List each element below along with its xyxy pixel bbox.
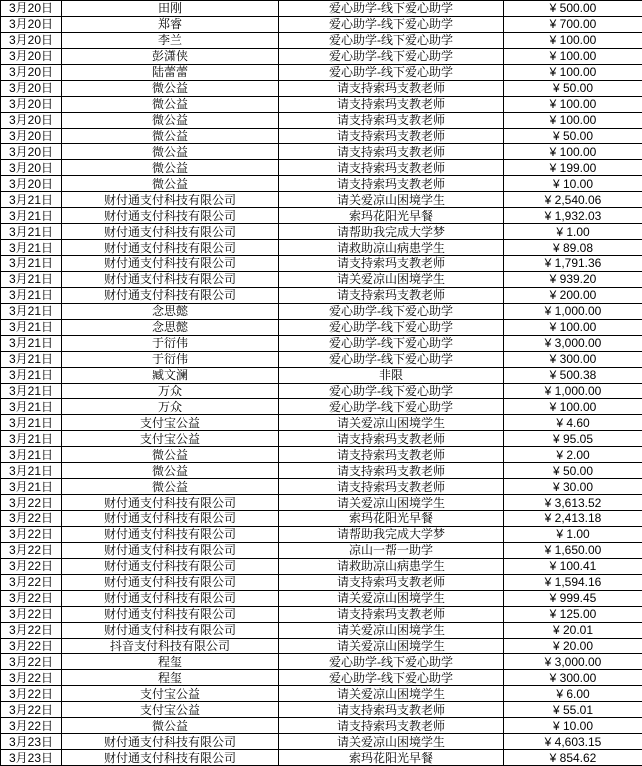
amount-cell: ¥ 100.00 xyxy=(504,32,642,48)
amount-cell: ¥ 95.05 xyxy=(504,431,642,447)
project-cell: 索玛花阳光早餐 xyxy=(279,750,504,766)
table-row xyxy=(1,431,642,447)
project-cell: 爱心助学-线下爱心助学 xyxy=(279,32,504,48)
amount-cell: ¥ 4.60 xyxy=(504,415,642,431)
amount-cell: ¥ 100.41 xyxy=(504,558,642,574)
donor-cell: 程玺 xyxy=(62,654,279,670)
amount-cell: ¥ 300.00 xyxy=(504,351,642,367)
donor-cell: 财付通支付科技有限公司 xyxy=(62,240,279,256)
donor-cell: 微公益 xyxy=(62,112,279,128)
date-cell: 3月21日 xyxy=(1,463,62,479)
table-row xyxy=(1,160,642,176)
date-cell: 3月21日 xyxy=(1,208,62,224)
project-cell: 请支持索玛支教老师 xyxy=(279,702,504,718)
amount-cell: ¥ 50.00 xyxy=(504,128,642,144)
donor-cell: 财付通支付科技有限公司 xyxy=(62,558,279,574)
amount-cell: ¥ 100.00 xyxy=(504,112,642,128)
date-cell: 3月21日 xyxy=(1,479,62,495)
amount-cell: ¥ 1,000.00 xyxy=(504,383,642,399)
date-cell: 3月22日 xyxy=(1,654,62,670)
date-cell: 3月20日 xyxy=(1,144,62,160)
table-row xyxy=(1,558,642,574)
date-cell: 3月21日 xyxy=(1,319,62,335)
table-row xyxy=(1,144,642,160)
donor-cell: 微公益 xyxy=(62,160,279,176)
donor-cell: 万众 xyxy=(62,383,279,399)
date-cell: 3月20日 xyxy=(1,64,62,80)
table-row xyxy=(1,479,642,495)
project-cell: 请支持索玛支教老师 xyxy=(279,128,504,144)
table-row xyxy=(1,224,642,240)
amount-cell: ¥ 300.00 xyxy=(504,670,642,686)
table-row xyxy=(1,686,642,702)
donor-cell: 抖音支付科技有限公司 xyxy=(62,638,279,654)
date-cell: 3月21日 xyxy=(1,303,62,319)
date-cell: 3月20日 xyxy=(1,32,62,48)
date-cell: 3月21日 xyxy=(1,287,62,303)
donor-cell: 臧文澜 xyxy=(62,367,279,383)
amount-cell: ¥ 500.38 xyxy=(504,367,642,383)
project-cell: 请关爱凉山困境学生 xyxy=(279,734,504,750)
project-cell: 请帮助我完成大学梦 xyxy=(279,526,504,542)
date-cell: 3月22日 xyxy=(1,495,62,511)
table-row xyxy=(1,64,642,80)
table-row xyxy=(1,256,642,272)
amount-cell: ¥ 100.00 xyxy=(504,96,642,112)
project-cell: 请关爱凉山困境学生 xyxy=(279,622,504,638)
project-cell: 请支持索玛支教老师 xyxy=(279,606,504,622)
date-cell: 3月21日 xyxy=(1,192,62,208)
date-cell: 3月20日 xyxy=(1,128,62,144)
table-row xyxy=(1,287,642,303)
date-cell: 3月21日 xyxy=(1,431,62,447)
date-cell: 3月21日 xyxy=(1,383,62,399)
project-cell: 爱心助学-线下爱心助学 xyxy=(279,383,504,399)
date-cell: 3月22日 xyxy=(1,702,62,718)
donor-cell: 财付通支付科技有限公司 xyxy=(62,271,279,287)
table-row xyxy=(1,351,642,367)
date-cell: 3月22日 xyxy=(1,526,62,542)
donor-cell: 于衍伟 xyxy=(62,335,279,351)
project-cell: 爱心助学-线下爱心助学 xyxy=(279,335,504,351)
donor-cell: 微公益 xyxy=(62,447,279,463)
project-cell: 凉山一帮一助学 xyxy=(279,542,504,558)
date-cell: 3月21日 xyxy=(1,256,62,272)
donor-cell: 财付通支付科技有限公司 xyxy=(62,287,279,303)
table-row xyxy=(1,590,642,606)
donor-cell: 陆蕾蕾 xyxy=(62,64,279,80)
donor-cell: 财付通支付科技有限公司 xyxy=(62,542,279,558)
project-cell: 请关爱凉山困境学生 xyxy=(279,192,504,208)
table-row xyxy=(1,319,642,335)
amount-cell: ¥ 2,413.18 xyxy=(504,511,642,527)
table-row xyxy=(1,511,642,527)
amount-cell: ¥ 700.00 xyxy=(504,16,642,32)
amount-cell: ¥ 20.01 xyxy=(504,622,642,638)
donor-cell: 微公益 xyxy=(62,463,279,479)
date-cell: 3月23日 xyxy=(1,750,62,766)
donor-cell: 念思懿 xyxy=(62,319,279,335)
donor-cell: 微公益 xyxy=(62,96,279,112)
date-cell: 3月22日 xyxy=(1,718,62,734)
project-cell: 爱心助学-线下爱心助学 xyxy=(279,48,504,64)
amount-cell: ¥ 1,791.36 xyxy=(504,256,642,272)
date-cell: 3月20日 xyxy=(1,176,62,192)
project-cell: 请支持索玛支教老师 xyxy=(279,447,504,463)
amount-cell: ¥ 1,000.00 xyxy=(504,303,642,319)
amount-cell: ¥ 854.62 xyxy=(504,750,642,766)
donor-cell: 支付宝公益 xyxy=(62,686,279,702)
date-cell: 3月21日 xyxy=(1,351,62,367)
project-cell: 请支持索玛支教老师 xyxy=(279,574,504,590)
amount-cell: ¥ 50.00 xyxy=(504,80,642,96)
project-cell: 请支持索玛支教老师 xyxy=(279,144,504,160)
table-row xyxy=(1,32,642,48)
project-cell: 请关爱凉山困境学生 xyxy=(279,638,504,654)
amount-cell: ¥ 4,603.15 xyxy=(504,734,642,750)
table-row xyxy=(1,208,642,224)
amount-cell: ¥ 500.00 xyxy=(504,1,642,17)
project-cell: 请支持索玛支教老师 xyxy=(279,96,504,112)
donation-table-body xyxy=(1,1,642,766)
table-row xyxy=(1,335,642,351)
donor-cell: 万众 xyxy=(62,399,279,415)
amount-cell: ¥ 3,000.00 xyxy=(504,654,642,670)
table-row xyxy=(1,606,642,622)
amount-cell: ¥ 100.00 xyxy=(504,144,642,160)
date-cell: 3月20日 xyxy=(1,16,62,32)
project-cell: 请支持索玛支教老师 xyxy=(279,431,504,447)
donor-cell: 程玺 xyxy=(62,670,279,686)
date-cell: 3月22日 xyxy=(1,606,62,622)
donor-cell: 财付通支付科技有限公司 xyxy=(62,590,279,606)
project-cell: 非限 xyxy=(279,367,504,383)
date-cell: 3月20日 xyxy=(1,1,62,17)
date-cell: 3月22日 xyxy=(1,542,62,558)
amount-cell: ¥ 55.01 xyxy=(504,702,642,718)
donor-cell: 微公益 xyxy=(62,176,279,192)
date-cell: 3月22日 xyxy=(1,511,62,527)
project-cell: 爱心助学-线下爱心助学 xyxy=(279,64,504,80)
date-cell: 3月20日 xyxy=(1,96,62,112)
amount-cell: ¥ 1,932.03 xyxy=(504,208,642,224)
amount-cell: ¥ 1,650.00 xyxy=(504,542,642,558)
donor-cell: 微公益 xyxy=(62,144,279,160)
project-cell: 请支持索玛支教老师 xyxy=(279,287,504,303)
amount-cell: ¥ 30.00 xyxy=(504,479,642,495)
donor-cell: 支付宝公益 xyxy=(62,702,279,718)
amount-cell: ¥ 100.00 xyxy=(504,64,642,80)
table-row xyxy=(1,80,642,96)
donor-cell: 财付通支付科技有限公司 xyxy=(62,574,279,590)
table-row xyxy=(1,734,642,750)
project-cell: 请支持索玛支教老师 xyxy=(279,176,504,192)
amount-cell: ¥ 2.00 xyxy=(504,447,642,463)
date-cell: 3月21日 xyxy=(1,240,62,256)
amount-cell: ¥ 3,000.00 xyxy=(504,335,642,351)
donor-cell: 财付通支付科技有限公司 xyxy=(62,511,279,527)
table-row xyxy=(1,718,642,734)
date-cell: 3月22日 xyxy=(1,558,62,574)
project-cell: 爱心助学-线下爱心助学 xyxy=(279,1,504,17)
donor-cell: 财付通支付科技有限公司 xyxy=(62,495,279,511)
table-row xyxy=(1,16,642,32)
project-cell: 请关爱凉山困境学生 xyxy=(279,495,504,511)
donor-cell: 支付宝公益 xyxy=(62,431,279,447)
amount-cell: ¥ 100.00 xyxy=(504,399,642,415)
donor-cell: 田刚 xyxy=(62,1,279,17)
date-cell: 3月22日 xyxy=(1,590,62,606)
date-cell: 3月22日 xyxy=(1,638,62,654)
table-row xyxy=(1,574,642,590)
table-row xyxy=(1,638,642,654)
donor-cell: 于衍伟 xyxy=(62,351,279,367)
donor-cell: 财付通支付科技有限公司 xyxy=(62,224,279,240)
project-cell: 爱心助学-线下爱心助学 xyxy=(279,399,504,415)
project-cell: 请支持索玛支教老师 xyxy=(279,80,504,96)
donor-cell: 念思懿 xyxy=(62,303,279,319)
amount-cell: ¥ 939.20 xyxy=(504,271,642,287)
project-cell: 请支持索玛支教老师 xyxy=(279,160,504,176)
project-cell: 请关爱凉山困境学生 xyxy=(279,686,504,702)
table-row xyxy=(1,303,642,319)
table-row xyxy=(1,654,642,670)
amount-cell: ¥ 10.00 xyxy=(504,718,642,734)
table-row xyxy=(1,622,642,638)
donor-cell: 支付宝公益 xyxy=(62,415,279,431)
donor-cell: 财付通支付科技有限公司 xyxy=(62,526,279,542)
date-cell: 3月21日 xyxy=(1,399,62,415)
project-cell: 请支持索玛支教老师 xyxy=(279,256,504,272)
table-row xyxy=(1,750,642,766)
amount-cell: ¥ 100.00 xyxy=(504,48,642,64)
amount-cell: ¥ 2,540.06 xyxy=(504,192,642,208)
date-cell: 3月21日 xyxy=(1,224,62,240)
date-cell: 3月22日 xyxy=(1,622,62,638)
table-row xyxy=(1,670,642,686)
donor-cell: 财付通支付科技有限公司 xyxy=(62,208,279,224)
date-cell: 3月20日 xyxy=(1,48,62,64)
table-row xyxy=(1,495,642,511)
project-cell: 爱心助学-线下爱心助学 xyxy=(279,16,504,32)
project-cell: 索玛花阳光早餐 xyxy=(279,511,504,527)
donor-cell: 彭潇侠 xyxy=(62,48,279,64)
donor-cell: 郑睿 xyxy=(62,16,279,32)
donor-cell: 李兰 xyxy=(62,32,279,48)
project-cell: 请支持索玛支教老师 xyxy=(279,112,504,128)
table-row xyxy=(1,192,642,208)
project-cell: 请支持索玛支教老师 xyxy=(279,718,504,734)
date-cell: 3月21日 xyxy=(1,335,62,351)
amount-cell: ¥ 3,613.52 xyxy=(504,495,642,511)
amount-cell: ¥ 89.08 xyxy=(504,240,642,256)
date-cell: 3月22日 xyxy=(1,686,62,702)
date-cell: 3月21日 xyxy=(1,367,62,383)
table-row xyxy=(1,176,642,192)
table-row xyxy=(1,240,642,256)
table-row xyxy=(1,1,642,17)
table-row xyxy=(1,447,642,463)
project-cell: 请救助凉山病患学生 xyxy=(279,240,504,256)
amount-cell: ¥ 50.00 xyxy=(504,463,642,479)
project-cell: 请关爱凉山困境学生 xyxy=(279,271,504,287)
donor-cell: 微公益 xyxy=(62,80,279,96)
table-row xyxy=(1,271,642,287)
table-row xyxy=(1,112,642,128)
donor-cell: 财付通支付科技有限公司 xyxy=(62,606,279,622)
donor-cell: 财付通支付科技有限公司 xyxy=(62,192,279,208)
donor-cell: 财付通支付科技有限公司 xyxy=(62,256,279,272)
project-cell: 请关爱凉山困境学生 xyxy=(279,415,504,431)
table-row xyxy=(1,526,642,542)
donor-cell: 微公益 xyxy=(62,128,279,144)
project-cell: 爱心助学-线下爱心助学 xyxy=(279,303,504,319)
project-cell: 索玛花阳光早餐 xyxy=(279,208,504,224)
amount-cell: ¥ 1.00 xyxy=(504,224,642,240)
date-cell: 3月20日 xyxy=(1,112,62,128)
project-cell: 请救助凉山病患学生 xyxy=(279,558,504,574)
table-row xyxy=(1,399,642,415)
date-cell: 3月21日 xyxy=(1,447,62,463)
table-row xyxy=(1,96,642,112)
donor-cell: 财付通支付科技有限公司 xyxy=(62,734,279,750)
project-cell: 请帮助我完成大学梦 xyxy=(279,224,504,240)
project-cell: 爱心助学-线下爱心助学 xyxy=(279,670,504,686)
amount-cell: ¥ 1.00 xyxy=(504,526,642,542)
project-cell: 爱心助学-线下爱心助学 xyxy=(279,654,504,670)
donor-cell: 财付通支付科技有限公司 xyxy=(62,750,279,766)
amount-cell: ¥ 999.45 xyxy=(504,590,642,606)
date-cell: 3月23日 xyxy=(1,734,62,750)
donor-cell: 微公益 xyxy=(62,718,279,734)
project-cell: 请支持索玛支教老师 xyxy=(279,479,504,495)
donor-cell: 微公益 xyxy=(62,479,279,495)
amount-cell: ¥ 1,594.16 xyxy=(504,574,642,590)
project-cell: 爱心助学-线下爱心助学 xyxy=(279,351,504,367)
project-cell: 请关爱凉山困境学生 xyxy=(279,590,504,606)
table-row xyxy=(1,415,642,431)
amount-cell: ¥ 20.00 xyxy=(504,638,642,654)
date-cell: 3月21日 xyxy=(1,415,62,431)
date-cell: 3月20日 xyxy=(1,160,62,176)
amount-cell: ¥ 125.00 xyxy=(504,606,642,622)
table-row xyxy=(1,128,642,144)
date-cell: 3月20日 xyxy=(1,80,62,96)
table-row xyxy=(1,383,642,399)
project-cell: 请支持索玛支教老师 xyxy=(279,463,504,479)
project-cell: 爱心助学-线下爱心助学 xyxy=(279,319,504,335)
date-cell: 3月21日 xyxy=(1,271,62,287)
amount-cell: ¥ 100.00 xyxy=(504,319,642,335)
table-row xyxy=(1,702,642,718)
date-cell: 3月22日 xyxy=(1,670,62,686)
amount-cell: ¥ 10.00 xyxy=(504,176,642,192)
date-cell: 3月22日 xyxy=(1,574,62,590)
table-row xyxy=(1,463,642,479)
amount-cell: ¥ 199.00 xyxy=(504,160,642,176)
amount-cell: ¥ 6.00 xyxy=(504,686,642,702)
amount-cell: ¥ 200.00 xyxy=(504,287,642,303)
donor-cell: 财付通支付科技有限公司 xyxy=(62,622,279,638)
table-row xyxy=(1,48,642,64)
table-row xyxy=(1,542,642,558)
table-row xyxy=(1,367,642,383)
